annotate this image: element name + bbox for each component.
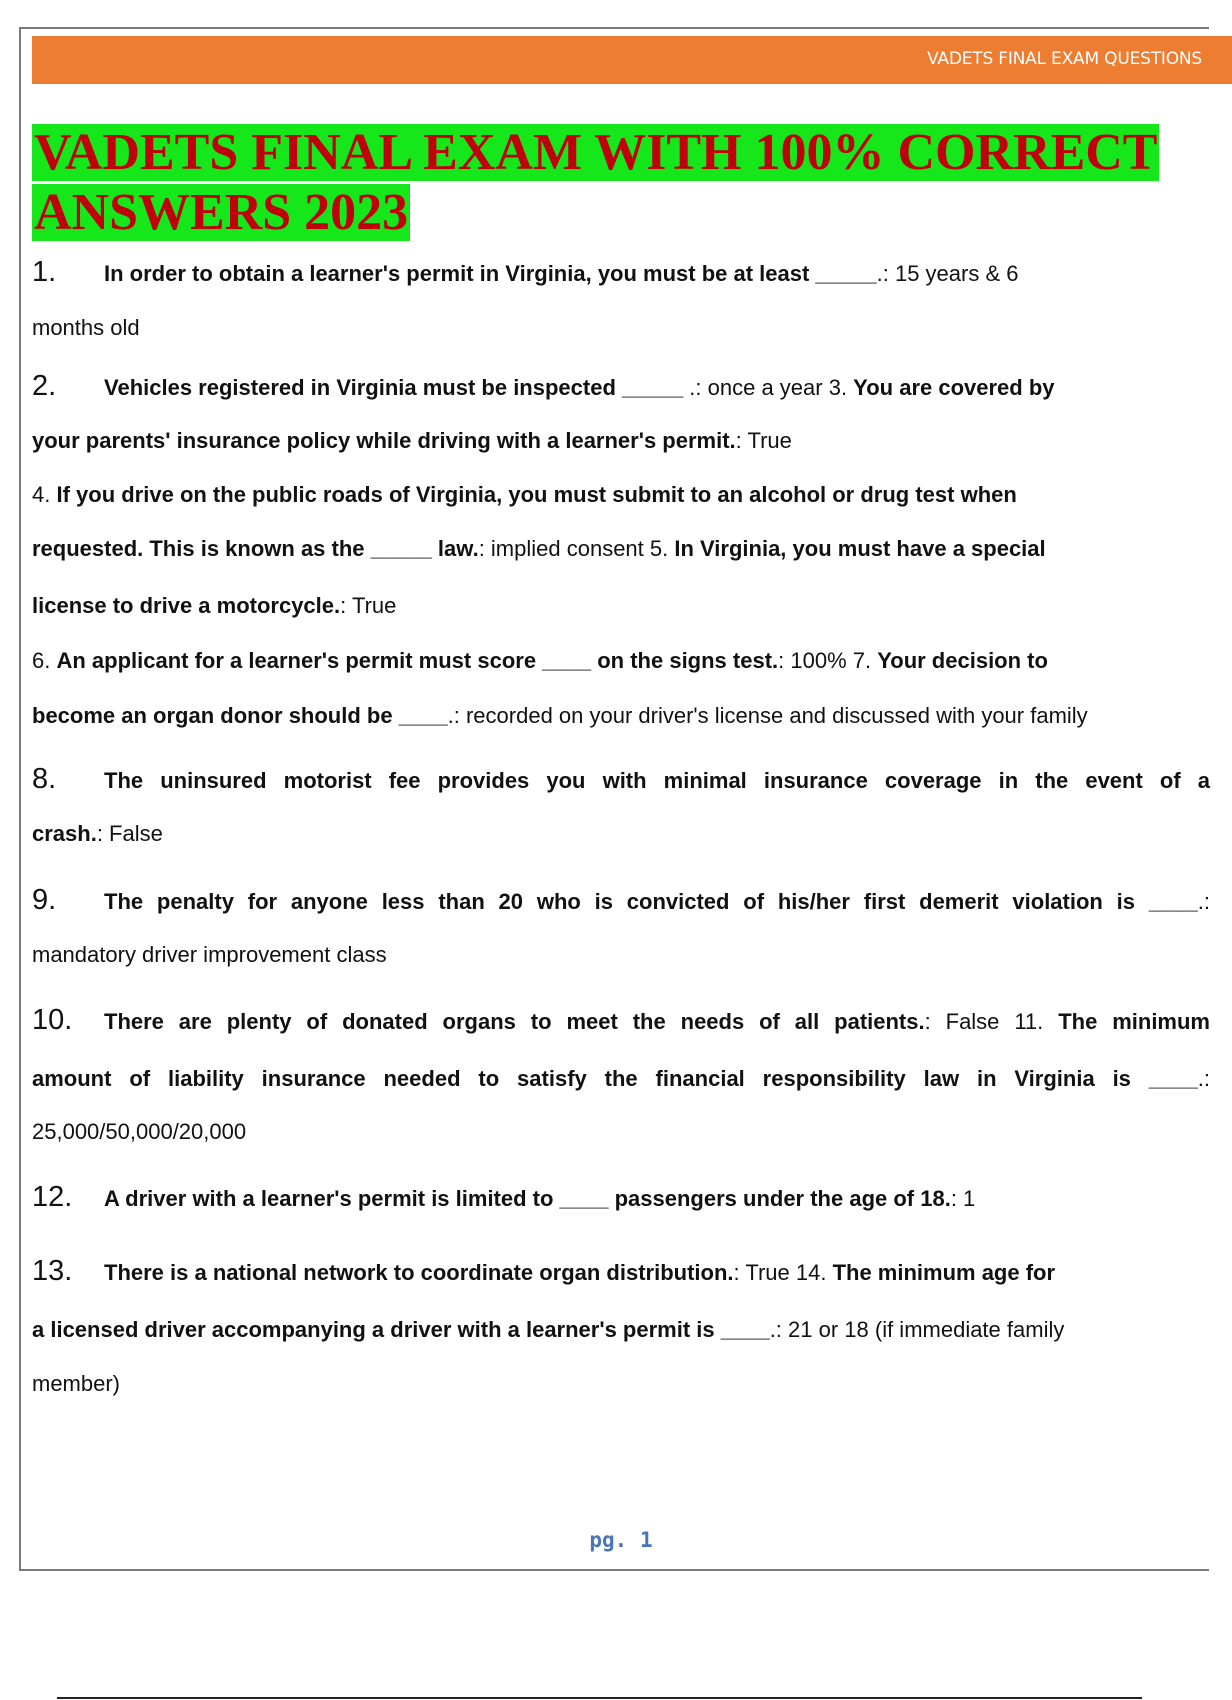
question-text: license to drive a motorcycle. bbox=[32, 593, 341, 618]
answer-text: : True 14. bbox=[733, 1260, 833, 1285]
question-text: There is a national network to coordinate organ distribution. bbox=[104, 1260, 734, 1285]
question-text: Your decision to bbox=[877, 648, 1048, 673]
answer-text: .: once a year 3. bbox=[683, 375, 854, 400]
list-item-continuation bbox=[32, 1356, 120, 1412]
running-header-title: VADETS FINAL EXAM QUESTIONS bbox=[927, 49, 1202, 69]
question-text: crash. bbox=[32, 821, 97, 846]
list-item bbox=[32, 1243, 1055, 1301]
answer-text: : implied consent 5. bbox=[478, 536, 675, 561]
item-number: 8. bbox=[32, 763, 57, 795]
list-item-continuation bbox=[32, 578, 396, 634]
running-header bbox=[32, 36, 1232, 84]
question-text: In Virginia, you must have a special bbox=[674, 536, 1046, 561]
list-item bbox=[32, 358, 1055, 416]
item-number: 10. bbox=[32, 1004, 73, 1036]
list-item bbox=[32, 244, 1018, 302]
question-text: You are covered by bbox=[853, 375, 1055, 400]
page-number bbox=[0, 1528, 1200, 1552]
answer-text: .: 15 years & 6 bbox=[876, 261, 1019, 286]
question-text: The uninsured motorist fee provides you with minimal insurance coverage in the event of a bbox=[104, 768, 1210, 793]
list-item bbox=[32, 992, 1210, 1050]
list-item-continuation bbox=[32, 1051, 1210, 1107]
footer-divider bbox=[57, 1697, 1142, 1699]
item-number: 6. bbox=[32, 648, 57, 673]
item-number: 13. bbox=[32, 1255, 73, 1287]
item-number: 4. bbox=[32, 482, 57, 507]
list-item-continuation bbox=[32, 927, 387, 983]
page-number-label: pg. 1 bbox=[589, 1528, 653, 1552]
document-title bbox=[32, 123, 1182, 243]
answer-text: 25,000/50,000/20,000 bbox=[32, 1119, 247, 1144]
title-line-1: VADETS FINAL EXAM WITH 100% CORRECT bbox=[34, 124, 1158, 181]
answer-text: .: recorded on your driver's license and discussed with your family bbox=[447, 703, 1088, 728]
answer-text: : True bbox=[340, 593, 397, 618]
answer-text: .: bbox=[1197, 889, 1210, 914]
list-item bbox=[32, 1169, 975, 1227]
question-text: There are plenty of donated organs to meet the needs of all patients. bbox=[104, 1009, 925, 1034]
question-text: If you drive on the public roads of Virginia, you must submit to an alcohol or drug test when bbox=[56, 482, 1017, 507]
answer-text: : True bbox=[735, 428, 792, 453]
question-text: requested. This is known as the _____ law. bbox=[32, 536, 479, 561]
answer-text: .: 21 or 18 (if immediate family bbox=[769, 1317, 1065, 1342]
question-text: amount of liability insurance needed to satisfy the financial responsibility law in Virginia is ____ bbox=[32, 1066, 1198, 1091]
question-text: become an organ donor should be ____ bbox=[32, 703, 448, 728]
list-item bbox=[32, 751, 1210, 809]
item-number: 12. bbox=[32, 1181, 73, 1213]
list-item-continuation bbox=[32, 806, 163, 862]
list-item-continuation bbox=[32, 1104, 246, 1160]
list-item bbox=[32, 467, 1017, 523]
list-item-continuation bbox=[32, 688, 1088, 744]
title-line-2: ANSWERS 2023 bbox=[34, 184, 409, 241]
answer-text: months old bbox=[32, 315, 140, 340]
list-item bbox=[32, 633, 1048, 689]
list-item-continuation bbox=[32, 521, 1046, 577]
item-number: 2. bbox=[32, 370, 57, 402]
answer-text: .: bbox=[1197, 1066, 1210, 1091]
answer-text: : 100% 7. bbox=[778, 648, 878, 673]
answer-text: : False 11. bbox=[924, 1009, 1059, 1034]
list-item-continuation bbox=[32, 300, 140, 356]
question-text: In order to obtain a learner's permit in Virginia, you must be at least _____ bbox=[104, 261, 877, 286]
question-text: An applicant for a learner's permit must score ____ on the signs test. bbox=[56, 648, 779, 673]
answer-text: : False bbox=[96, 821, 163, 846]
question-text: The minimum bbox=[1058, 1009, 1210, 1034]
list-item-continuation bbox=[32, 1302, 1064, 1358]
item-number: 1. bbox=[32, 256, 57, 288]
question-text: a licensed driver accompanying a driver with a learner's permit is ____ bbox=[32, 1317, 770, 1342]
answer-text: : 1 bbox=[950, 1186, 976, 1211]
answer-text: member) bbox=[32, 1371, 121, 1396]
list-item bbox=[32, 872, 1210, 930]
question-text: The penalty for anyone less than 20 who is convicted of his/her first demerit violation is ____ bbox=[104, 889, 1198, 914]
item-number: 9. bbox=[32, 884, 57, 916]
question-text: Vehicles registered in Virginia must be inspected _____ bbox=[104, 375, 684, 400]
list-item-continuation bbox=[32, 413, 792, 469]
question-text: your parents' insurance policy while driving with a learner's permit. bbox=[32, 428, 736, 453]
document-page bbox=[19, 27, 1209, 1571]
question-text: The minimum age for bbox=[832, 1260, 1056, 1285]
answer-text: mandatory driver improvement class bbox=[32, 942, 387, 967]
question-text: A driver with a learner's permit is limited to ____ passengers under the age of 18. bbox=[104, 1186, 951, 1211]
